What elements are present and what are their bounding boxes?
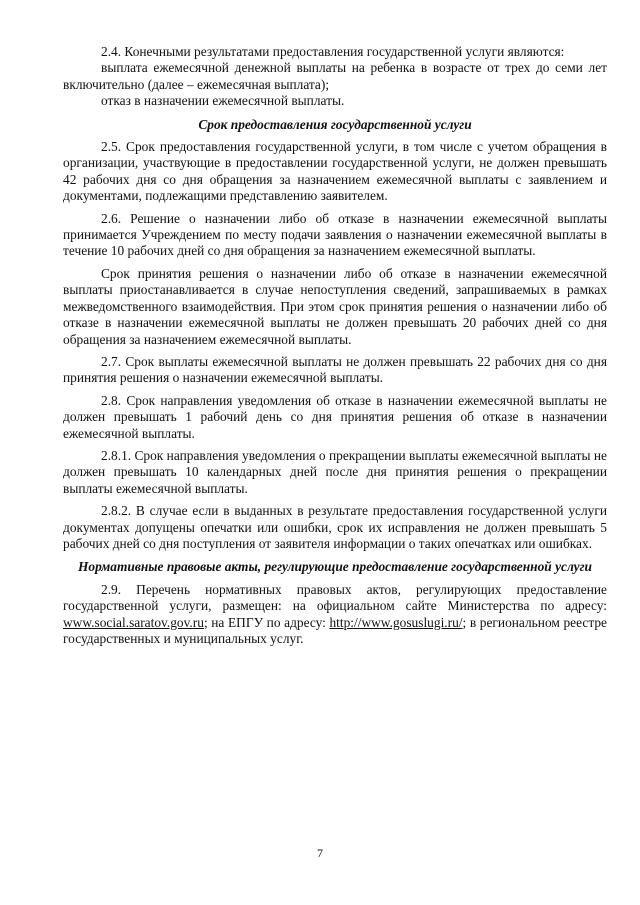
paragraph-2-9-start: 2.9. Перечень нормативных правовых актов, регулирующих предоставление государственной услуги, размещен: на официальном сайте Министерства по адресу: [63,581,607,614]
paragraph-2-8-2: 2.8.2. В случае если в выданных в результате предоставления государственной услуги документах допущены опечатки или ошибки, срок их исправления не должен превышать 5 рабочих дней со дня поступления от заявителя информации о таких опечатках или ошибках. [63,503,607,551]
paragraph-2-9-end: ; в региональном реестре государственных и муниципальных услуг. [63,614,607,646]
paragraph-2-6-continued: Срок принятия решения о назначении либо об отказе в назначении ежемесячной выплаты приостанавливается в случае непоступления сведений, запрашиваемых в рамках межведомственного взаимодействия. При этом срок принятия решения о назначении либо об отказе в назначении ежемесячной выплаты не должен превышать 20 рабочих дней со дня обращения за назначением ежемесячной выплаты. [63,265,607,347]
page-number: 7 [317,846,323,860]
paragraph-2-5: 2.5. Срок предоставления государственной услуги, в том числе с учетом обращения в организации, участвующие в предоставлении государственной услуги, не должен превышать 42 рабочих дня со дня обращения за назначением ежемесячной выплаты с заявлением и документами, подлежащими представлению заявителем. [63,139,607,204]
paragraph-2-4-item-2: отказ в назначении ежемесячной выплаты. [101,93,345,109]
link-social-saratov[interactable]: www.social.saratov.gov.ru [63,614,204,630]
paragraph-2-6: 2.6. Решение о назначении либо об отказе в назначении ежемесячной выплаты принимается Учреждением по месту подачи заявления о назначении ежемесячной выплаты в течение 10 рабочих дней со дня обращения за назначением ежемесячной выплаты. [63,210,607,259]
heading-normative-acts: Нормативные правовые акты, регулирующие предоставление государственной услуги [77,559,593,575]
paragraph-2-8-1: 2.8.1. Срок направления уведомления о прекращении выплаты ежемесячной выплаты не должен превышать 10 календарных дней после дня принятия решения о прекращении выплаты ежемесячной выплаты. [63,447,607,496]
paragraph-2-8: 2.8. Срок направления уведомления об отказе в назначении ежемесячной выплаты не должен превышать 1 рабочий день со дня принятия решения об отказе в назначении ежемесячной выплаты. [63,392,607,441]
link-gosuslugi[interactable]: http://www.gosuslugi.ru/ [329,614,463,630]
paragraph-2-9 [63,582,607,648]
paragraph-2-4-intro: 2.4. Конечными результатами предоставления государственной услуги являются: [101,44,565,59]
heading-term: Срок предоставления государственной услуги [198,116,472,132]
paragraph-2-4-item-1: выплата ежемесячной денежной выплаты на ребенка в возрасте от трех до семи лет включительно (далее – ежемесячная выплата); [63,60,607,92]
paragraph-2-9-mid: ; на ЕПГУ по адресу: [203,614,330,630]
paragraph-2-7: 2.7. Срок выплаты ежемесячной выплаты не должен превышать 22 рабочих дня со дня принятия решения о назначении ежемесячной выплаты. [63,353,607,386]
